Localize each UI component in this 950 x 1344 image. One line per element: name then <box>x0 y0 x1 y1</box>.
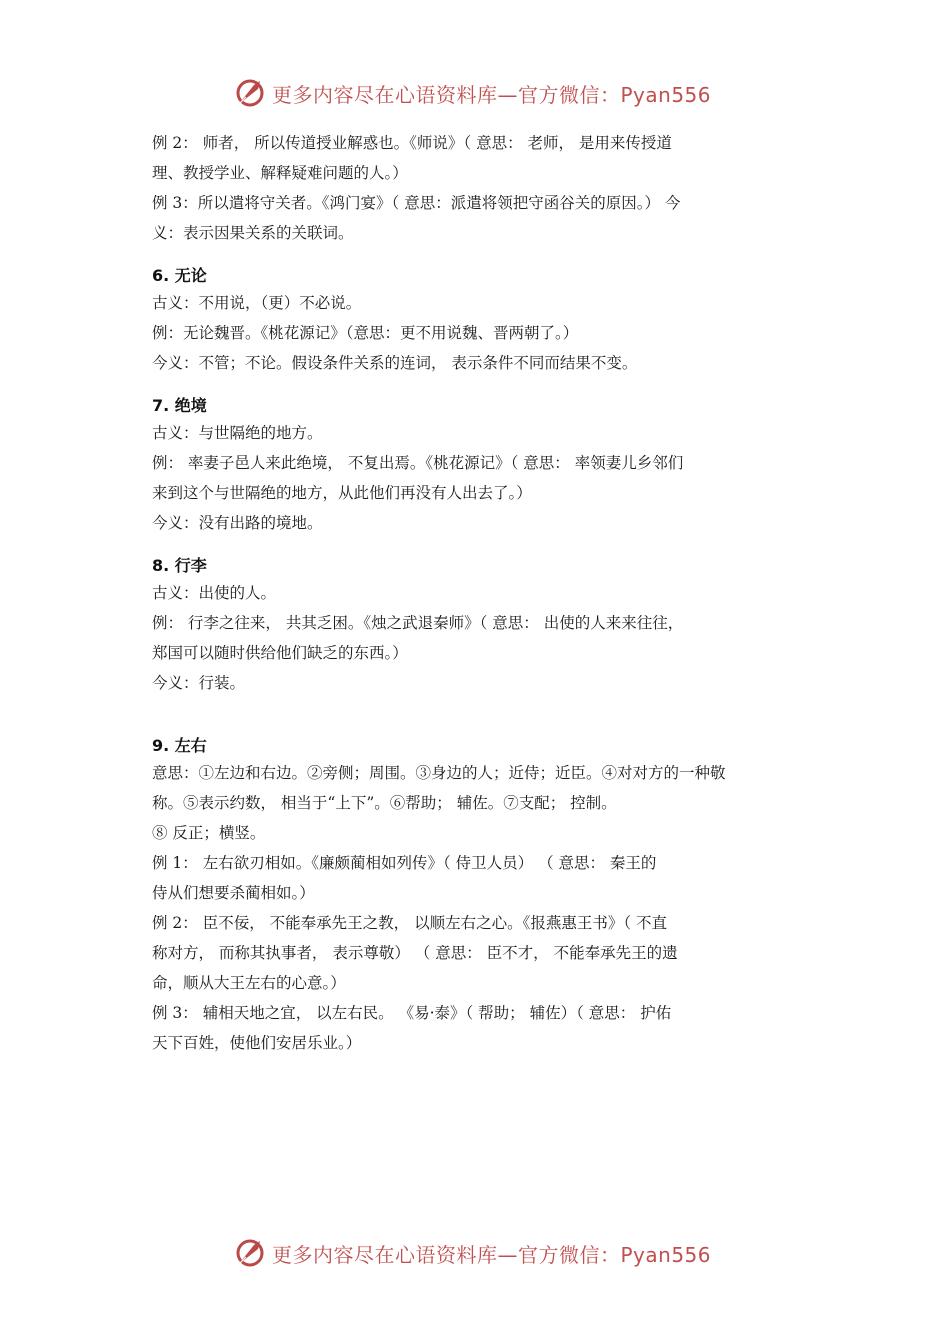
section-heading: 8. 行李 <box>152 556 207 575</box>
section-line: 例 1： 左右欲刃相如。《廉颇蔺相如列传》（ 侍卫人员） （ 意思： 秦王的 <box>152 854 657 872</box>
section-line: ⑧ 反正；横竖。 <box>152 824 266 842</box>
section-line: 意思：①左边和右边。②旁侧；周围。③身边的人；近侍；近臣。④对对方的一种敬 <box>152 764 726 782</box>
intro-line: 义：表示因果关系的关联词。 <box>152 224 354 242</box>
section-line: 命，顺从大王左右的心意。） <box>152 974 346 992</box>
section-wulun <box>152 264 807 378</box>
section-juejing <box>152 394 807 538</box>
section-line: 今义：没有出路的境地。 <box>152 514 323 532</box>
section-line: 例： 行李之往来， 共其乏困。《烛之武退秦师》（ 意思： 出使的人来来往往， <box>152 614 684 632</box>
section-line: 古义：出使的人。 <box>152 584 277 602</box>
section-line: 郑国可以随时供给他们缺乏的东西。） <box>152 644 408 662</box>
header-banner <box>232 73 711 113</box>
section-line: 例 2： 臣不佞， 不能奉承先王之教， 以顺左右之心。《报燕惠王书》（ 不直 <box>152 914 667 932</box>
intro-line: 理、教授学业、解释疑难问题的人。） <box>152 164 408 182</box>
quill-logo-icon <box>232 1235 268 1271</box>
section-line: 侍从们想要杀蔺相如。） <box>152 884 315 902</box>
intro-line: 例 2： 师者， 所以传道授业解惑也。《师说》（ 意思： 老师， 是用来传授道 <box>152 134 672 152</box>
section-line: 古义：与世隔绝的地方。 <box>152 424 323 442</box>
section-xingli <box>152 554 807 698</box>
section-line: 称对方， 而称其执事者， 表示尊敬） （ 意思： 臣不才， 不能奉承先王的遗 <box>152 944 678 962</box>
section-line: 例：无论魏晋。《桃花源记》（意思：更不用说魏、晋两朝了。） <box>152 324 579 342</box>
section-line: 天下百姓，使他们安居乐业。） <box>152 1034 362 1052</box>
section-zuoyou <box>152 734 807 1058</box>
footer-banner-text: 更多内容尽在心语资料库—官方微信：Pyan556 <box>272 1242 712 1267</box>
section-line: 例： 率妻子邑人来此绝境， 不复出焉。《桃花源记》（ 意思： 率领妻儿乡邻们 <box>152 454 684 472</box>
section-line: 称。⑤表示约数， 相当于“上下”。⑥帮助； 辅佐。⑦支配； 控制。 <box>152 794 617 812</box>
section-line: 古义：不用说，（更）不必说。 <box>152 294 362 312</box>
section-line: 今义：行装。 <box>152 674 246 692</box>
section-heading: 6. 无论 <box>152 266 207 285</box>
document-body <box>152 128 807 1058</box>
section-heading: 9. 左右 <box>152 736 207 755</box>
footer-banner <box>232 1233 711 1273</box>
section-line: 来到这个与世隔绝的地方，从此他们再没有人出去了。） <box>152 484 532 502</box>
header-banner-text: 更多内容尽在心语资料库—官方微信：Pyan556 <box>272 82 712 107</box>
intro-line: 例 3：所以遣将守关者。《鸿门宴》（ 意思：派遣将领把守函谷关的原因。） 今 <box>152 194 681 212</box>
quill-logo-icon <box>232 75 268 111</box>
section-heading: 7. 绝境 <box>152 396 207 415</box>
section-line: 例 3： 辅相天地之宜， 以左右民。 《易·泰》（ 帮助； 辅佐）（ 意思： 护佑 <box>152 1004 672 1022</box>
section-line: 今义：不管；不论。假设条件关系的连词， 表示条件不同而结果不变。 <box>152 354 638 372</box>
